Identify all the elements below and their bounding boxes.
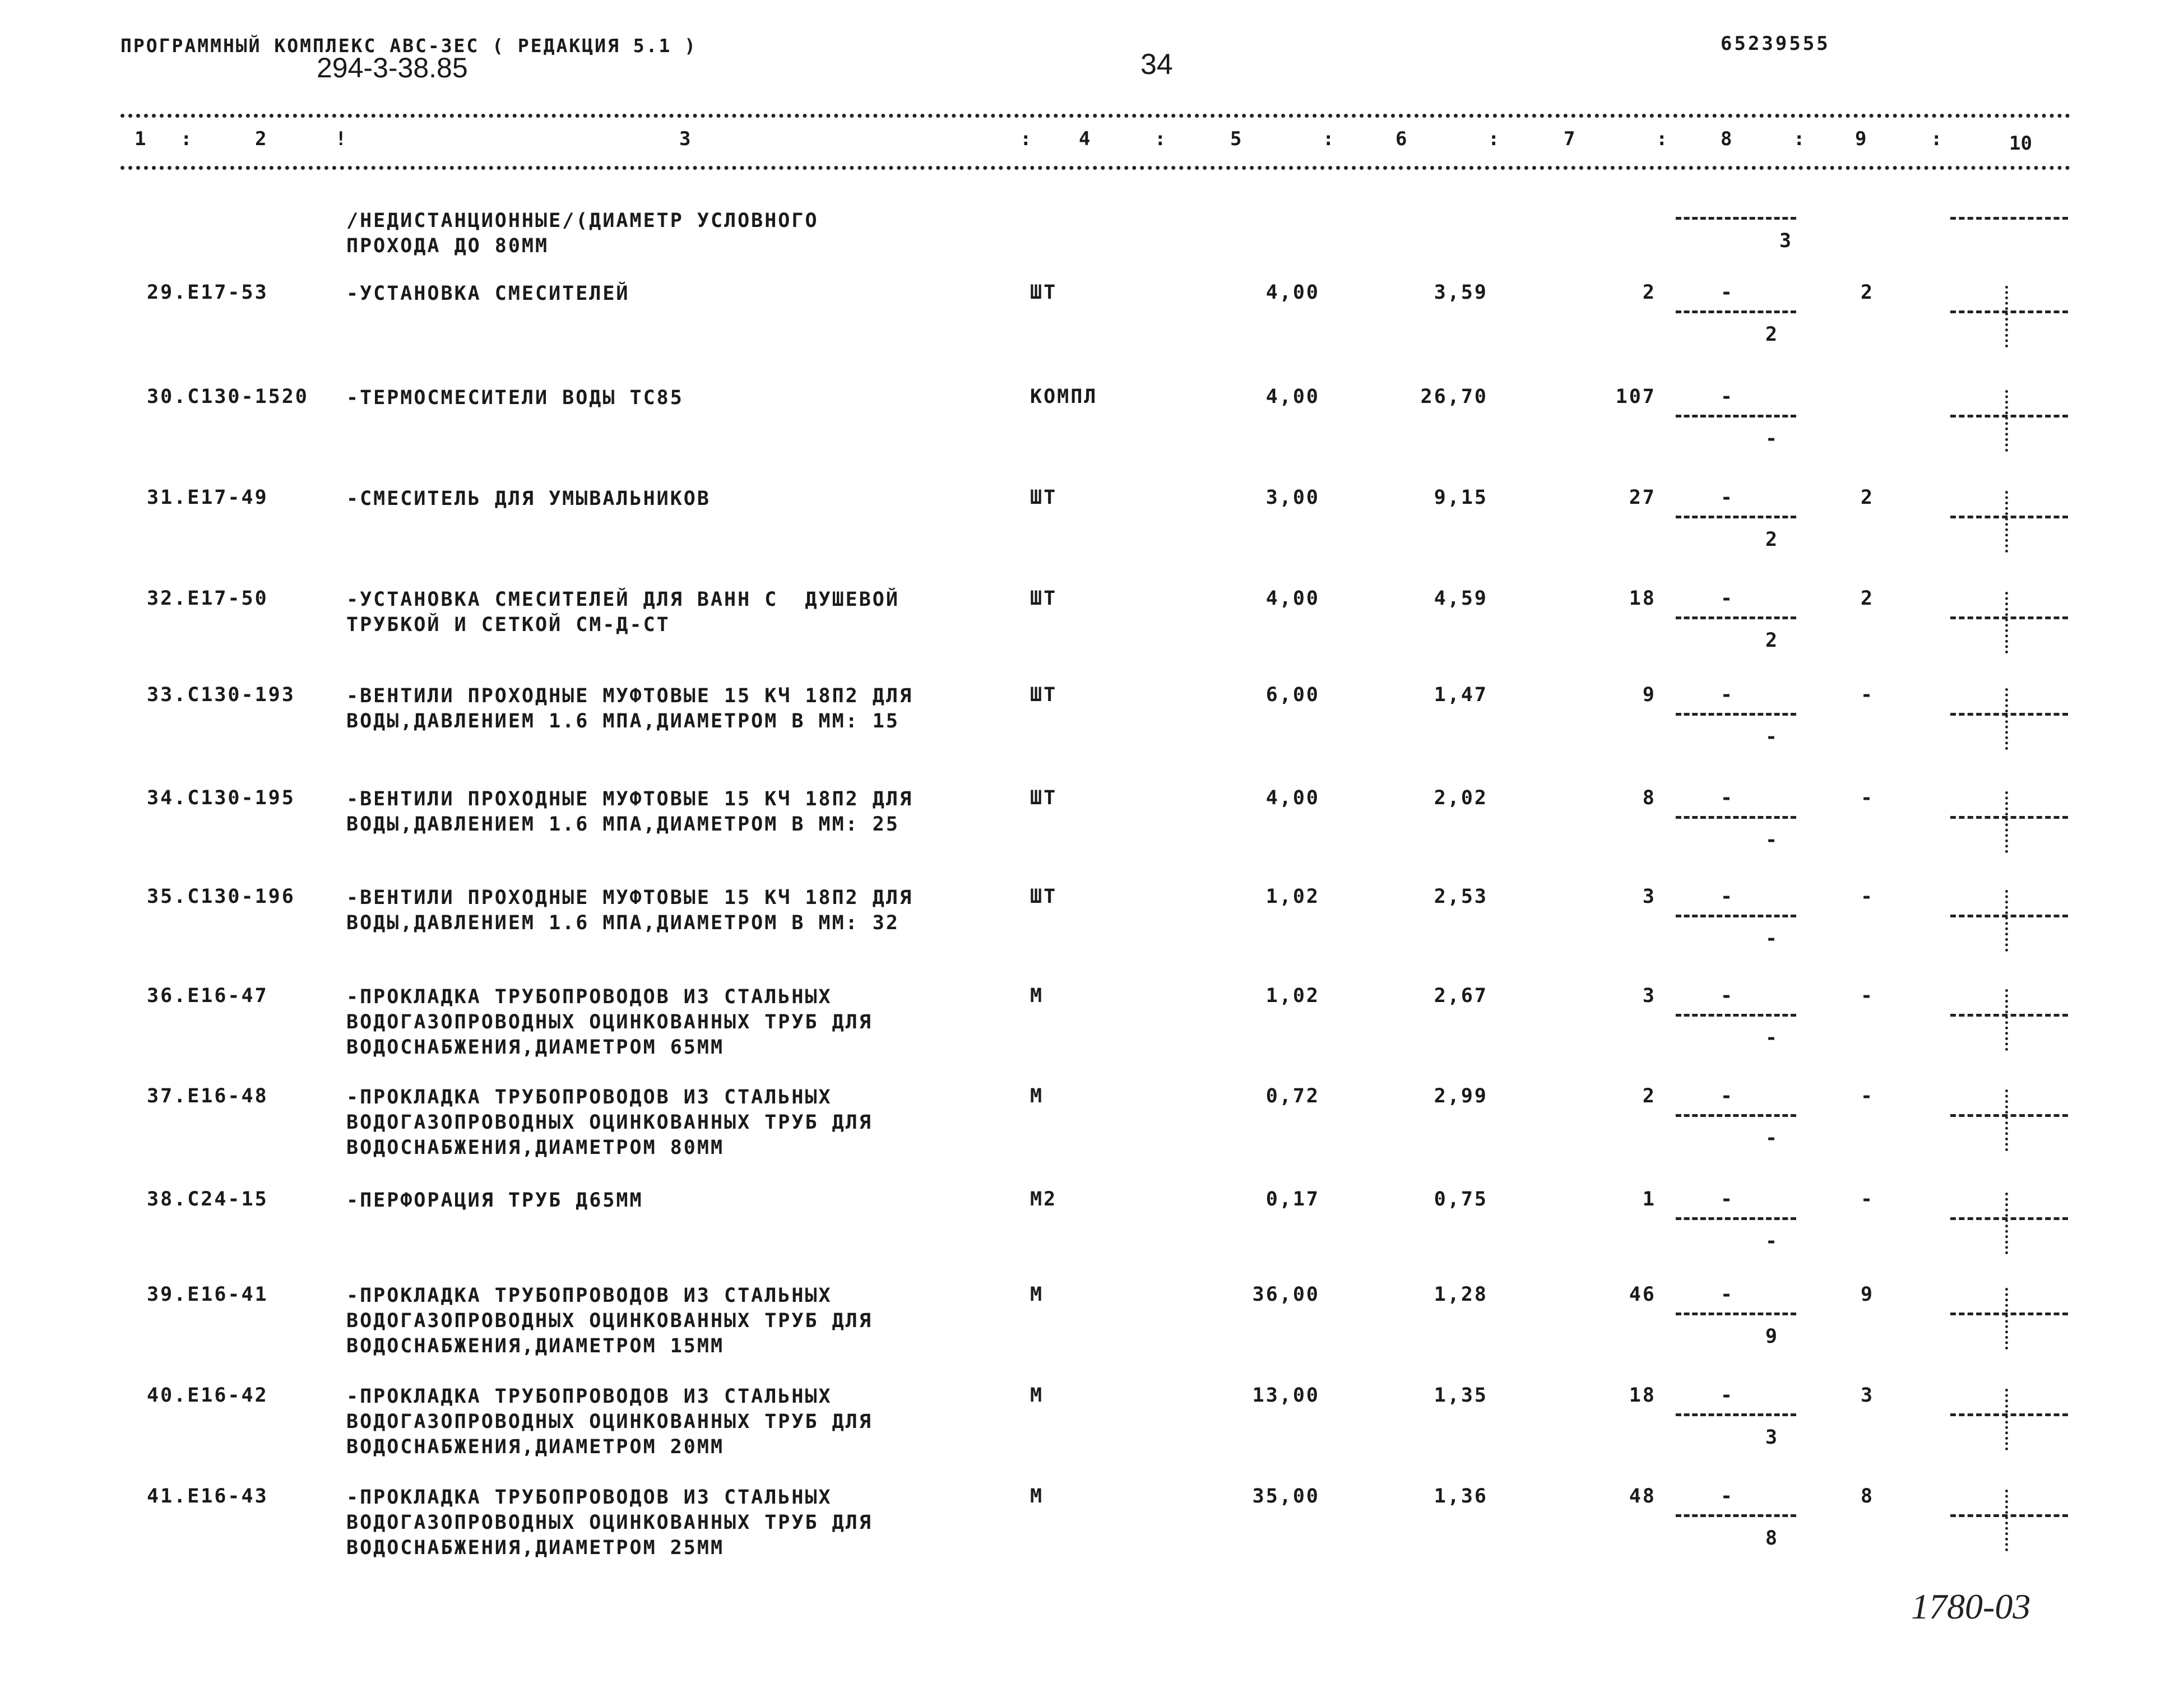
fraction-denominator: 2 [1765,528,1779,551]
item-unit: ШТ [1030,486,1058,509]
header-rule-bottom [120,166,2071,170]
item-total: 48 [1629,1485,1656,1508]
item-description: -ПРОКЛАДКА ТРУБОПРОВОДОВ ИЗ СТАЛЬНЫХ ВОДОГАЗОПРОВОДНЫХ ОЦИНКОВАННЫХ ТРУБ ДЛЯ ВОДОСНАБЖЕНИЯ,ДИАМЕТРОМ 20ММ [346,1385,873,1458]
column-10-fraction [1950,486,2071,559]
dotted-divider [2005,491,2008,553]
dotted-divider [2005,1193,2008,1254]
fraction-bar [1950,310,2068,313]
fraction-bar [1676,1514,1796,1517]
wage-fraction [1676,386,1799,458]
fraction-numerator: - [1721,1188,1735,1211]
item-total: 1 [1642,1188,1656,1211]
column-number: 5 [1230,128,1242,150]
item-column-9: 9 [1861,1283,1875,1306]
fraction-bar [1676,1114,1796,1117]
dotted-divider [2005,688,2008,750]
fraction-bar [1950,516,2068,518]
item-code: 31.E17-49 [147,486,268,509]
wage-fraction [1676,1283,1799,1356]
fraction-denominator: 2 [1765,629,1779,652]
wage-fraction [1676,486,1799,559]
item-unit-price: 2,53 [1434,885,1488,908]
fraction-bar [1950,217,2068,220]
fraction-numerator: - [1721,386,1735,408]
item-column-9: - [1861,787,1875,809]
fraction-denominator: - [1765,1027,1779,1049]
dotted-divider [2005,286,2008,347]
item-column-9: - [1861,684,1875,706]
column-10-fraction [1950,985,2071,1058]
column-separator: : [1931,128,1942,150]
item-column-9: - [1861,1188,1875,1211]
column-number: 3 [679,128,691,150]
item-unit-price: 1,47 [1434,684,1488,706]
item-quantity: 4,00 [1265,386,1320,408]
item-quantity: 13,00 [1252,1384,1320,1407]
fraction-numerator: - [1721,1485,1735,1508]
item-column-9: 2 [1861,587,1875,610]
item-unit: М [1030,1283,1044,1306]
column-number: 10 [2009,132,2032,155]
wage-fraction [1676,1485,1799,1558]
item-description: -УСТАНОВКА СМЕСИТЕЛЕЙ ДЛЯ ВАНН С ДУШЕВОЙ ТРУБКОЙ И СЕТКОЙ СМ-Д-СТ [346,588,899,636]
fraction-bar [1950,1514,2068,1517]
item-code: 41.E16-43 [147,1485,268,1508]
fraction-bar [1676,415,1796,418]
column-10-fraction [1950,1283,2071,1356]
fraction-bar [1950,1114,2068,1117]
wage-fraction [1676,684,1799,757]
item-column-9: 2 [1861,281,1875,304]
item-total: 3 [1642,885,1656,908]
item-description: -ПРОКЛАДКА ТРУБОПРОВОДОВ ИЗ СТАЛЬНЫХ ВОДОГАЗОПРОВОДНЫХ ОЦИНКОВАННЫХ ТРУБ ДЛЯ ВОДОСНАБЖЕНИЯ,ДИАМЕТРОМ 65ММ [346,986,873,1059]
fraction-bar [1950,616,2068,619]
item-code: 32.E17-50 [147,587,268,610]
fraction-denominator: - [1765,428,1779,450]
dotted-divider [2005,890,2008,952]
column-number: 8 [1721,128,1732,150]
column-number: 1 [135,128,146,150]
fraction-bar [1950,915,2068,917]
document-number: 65239555 [1721,33,1830,55]
fraction-bar [1676,1413,1796,1416]
item-code: 40.E16-42 [147,1384,268,1407]
fraction-numerator: - [1721,1085,1735,1107]
fraction-denominator: - [1765,829,1779,851]
column-separator: : [1323,128,1334,150]
item-description: -ВЕНТИЛИ ПРОХОДНЫЕ МУФТОВЫЕ 15 КЧ 18П2 ДЛЯ ВОДЫ,ДАВЛЕНИЕМ 1.6 МПА,ДИАМЕТРОМ В ММ: 15 [346,685,914,732]
fraction-denominator: - [1765,928,1779,950]
item-unit: М [1030,985,1044,1007]
fraction-numerator: - [1721,787,1735,809]
item-unit-price: 0,75 [1434,1188,1488,1211]
item-description: -ПРОКЛАДКА ТРУБОПРОВОДОВ ИЗ СТАЛЬНЫХ ВОДОГАЗОПРОВОДНЫХ ОЦИНКОВАННЫХ ТРУБ ДЛЯ ВОДОСНАБЖЕНИЯ,ДИАМЕТРОМ 25ММ [346,1486,873,1559]
item-description: -УСТАНОВКА СМЕСИТЕЛЕЙ [346,282,630,305]
fraction-numerator: - [1721,1283,1735,1306]
item-unit-price: 3,59 [1434,281,1488,304]
item-description: -ВЕНТИЛИ ПРОХОДНЫЕ МУФТОВЫЕ 15 КЧ 18П2 ДЛЯ ВОДЫ,ДАВЛЕНИЕМ 1.6 МПА,ДИАМЕТРОМ В ММ: 25 [346,788,914,836]
fraction-numerator: - [1721,486,1735,509]
item-description: -ТЕРМОСМЕСИТЕЛИ ВОДЫ ТС85 [346,387,684,409]
fraction-bar [1950,1413,2068,1416]
fraction-bar [1950,1217,2068,1220]
item-total: 2 [1642,1085,1656,1107]
column-10-fraction [1950,787,2071,860]
item-quantity: 35,00 [1252,1485,1320,1508]
dotted-divider [2005,592,2008,653]
item-unit: М2 [1030,1188,1058,1211]
item-column-9: - [1861,885,1875,908]
item-unit-price: 1,35 [1434,1384,1488,1407]
dotted-divider [2005,1089,2008,1151]
item-column-9: 8 [1861,1485,1875,1508]
column-number: 2 [255,128,267,150]
fraction-numerator: - [1721,684,1735,706]
fraction-bar [1676,616,1796,619]
item-unit-price: 2,99 [1434,1085,1488,1107]
item-quantity: 0,72 [1265,1085,1320,1107]
item-total: 18 [1629,587,1656,610]
fraction-numerator: - [1721,885,1735,908]
column-number: 9 [1855,128,1867,150]
item-code: 34.C130-195 [147,787,295,809]
column-separator: : [1154,128,1166,150]
column-number: 7 [1564,128,1575,150]
signature-mark: 1780-03 [1911,1587,2031,1626]
column-separator: : [1793,128,1805,150]
item-unit: М [1030,1485,1044,1508]
item-quantity: 4,00 [1265,587,1320,610]
item-unit: ШТ [1030,885,1058,908]
continuation-value: 3 [1779,230,1793,252]
fraction-numerator: - [1721,587,1735,610]
wage-fraction [1676,985,1799,1058]
column-10-fraction [1950,1384,2071,1457]
item-unit-price: 9,15 [1434,486,1488,509]
wage-fraction [1676,1085,1799,1158]
header-rule-top [120,114,2071,118]
item-unit: ШТ [1030,684,1058,706]
fraction-bar [1676,816,1796,819]
fraction-denominator: 3 [1765,1426,1779,1449]
fraction-denominator: 2 [1765,323,1779,346]
column-number: 6 [1395,128,1407,150]
fraction-bar [1950,816,2068,819]
item-unit: КОМПЛ [1030,386,1098,408]
item-column-9: 2 [1861,486,1875,509]
fraction-bar [1950,1313,2068,1315]
item-quantity: 1,02 [1265,885,1320,908]
item-unit-price: 4,59 [1434,587,1488,610]
item-column-9: - [1861,985,1875,1007]
item-unit: М [1030,1384,1044,1407]
column-10-fraction [1950,885,2071,958]
page-number: 34 [1140,48,1173,81]
item-total: 18 [1629,1384,1656,1407]
column-separator: : [1020,128,1032,150]
item-unit: М [1030,1085,1044,1107]
item-code: 30.C130-1520 [147,386,309,408]
wage-fraction [1676,1384,1799,1457]
column-separator: ! [335,128,347,150]
continuation-description: /НЕДИСТАНЦИОННЫЕ/(ДИАМЕТР УСЛОВНОГО ПРОХОДА ДО 80ММ [346,210,819,257]
item-code: 39.E16-41 [147,1283,268,1306]
item-column-9: - [1861,1085,1875,1107]
item-column-9: 3 [1861,1384,1875,1407]
fraction-bar [1676,713,1796,716]
fraction-bar [1676,1014,1796,1017]
item-total: 107 [1615,386,1656,408]
fraction-denominator: 8 [1765,1527,1779,1550]
item-total: 9 [1642,684,1656,706]
dotted-divider [2005,1490,2008,1551]
column-10-fraction [1950,281,2071,354]
item-unit: ШТ [1030,787,1058,809]
item-code: 33.C130-193 [147,684,295,706]
column-10-fraction [1950,1085,2071,1158]
item-total: 8 [1642,787,1656,809]
item-unit-price: 26,70 [1420,386,1488,408]
item-unit-price: 2,02 [1434,787,1488,809]
item-code: 37.E16-48 [147,1085,268,1107]
item-quantity: 4,00 [1265,787,1320,809]
column-10-fraction [1950,587,2071,660]
fraction-bar [1676,310,1796,313]
fraction-numerator: - [1721,281,1735,304]
dotted-divider [2005,791,2008,853]
fraction-numerator: - [1721,985,1735,1007]
dotted-divider [2005,1389,2008,1450]
fraction-bar [1676,217,1796,220]
fraction-bar [1950,1014,2068,1017]
item-unit: ШТ [1030,587,1058,610]
fraction-denominator: - [1765,1127,1779,1149]
wage-fraction [1676,1188,1799,1261]
item-code: 35.C130-196 [147,885,295,908]
item-total: 27 [1629,486,1656,509]
wage-fraction [1676,281,1799,354]
item-unit-price: 1,28 [1434,1283,1488,1306]
item-description: -ПЕРФОРАЦИЯ ТРУБ Д65ММ [346,1189,643,1212]
item-quantity: 36,00 [1252,1283,1320,1306]
program-title: ПРОГРАММНЫЙ КОМПЛЕКС АВС-3ЕС ( РЕДАКЦИЯ 5.1 ) [120,35,698,57]
fraction-bar [1950,713,2068,716]
column-10-fraction [1950,386,2071,458]
column-separator: : [180,128,192,150]
item-code: 38.C24-15 [147,1188,268,1211]
fraction-bar [1950,415,2068,418]
column-10-fraction [1950,1485,2071,1558]
fraction-bar [1676,915,1796,917]
item-code: 36.E16-47 [147,985,268,1007]
dotted-divider [2005,989,2008,1051]
item-description: -ПРОКЛАДКА ТРУБОПРОВОДОВ ИЗ СТАЛЬНЫХ ВОДОГАЗОПРОВОДНЫХ ОЦИНКОВАННЫХ ТРУБ ДЛЯ ВОДОСНАБЖЕНИЯ,ДИАМЕТРОМ 15ММ [346,1284,873,1357]
item-total: 3 [1642,985,1656,1007]
item-total: 2 [1642,281,1656,304]
item-total: 46 [1629,1283,1656,1306]
fraction-bar [1676,516,1796,518]
fraction-bar [1676,1313,1796,1315]
project-code: 294-3-38.85 [317,52,468,84]
wage-fraction [1676,787,1799,860]
item-quantity: 0,17 [1265,1188,1320,1211]
item-unit-price: 1,36 [1434,1485,1488,1508]
column-10-fraction [1950,1188,2071,1261]
wage-fraction [1676,885,1799,958]
fraction-bar [1676,1217,1796,1220]
dotted-divider [2005,1288,2008,1350]
item-quantity: 6,00 [1265,684,1320,706]
column-10-fraction [1950,684,2071,757]
dotted-divider [2005,390,2008,452]
item-quantity: 4,00 [1265,281,1320,304]
wage-fraction [1676,587,1799,660]
item-quantity: 3,00 [1265,486,1320,509]
item-description: -ВЕНТИЛИ ПРОХОДНЫЕ МУФТОВЫЕ 15 КЧ 18П2 ДЛЯ ВОДЫ,ДАВЛЕНИЕМ 1.6 МПА,ДИАМЕТРОМ В ММ: 32 [346,887,914,934]
item-code: 29.E17-53 [147,281,268,304]
item-quantity: 1,02 [1265,985,1320,1007]
fraction-denominator: - [1765,726,1779,748]
item-description: -СМЕСИТЕЛЬ ДЛЯ УМЫВАЛЬНИКОВ [346,488,711,510]
column-separator: : [1656,128,1668,150]
item-unit-price: 2,67 [1434,985,1488,1007]
column-number: 4 [1079,128,1091,150]
item-unit: ШТ [1030,281,1058,304]
item-description: -ПРОКЛАДКА ТРУБОПРОВОДОВ ИЗ СТАЛЬНЫХ ВОДОГАЗОПРОВОДНЫХ ОЦИНКОВАННЫХ ТРУБ ДЛЯ ВОДОСНАБЖЕНИЯ,ДИАМЕТРОМ 80ММ [346,1086,873,1159]
fraction-denominator: - [1765,1230,1779,1253]
column-separator: : [1488,128,1500,150]
fraction-denominator: 9 [1765,1325,1779,1348]
fraction-numerator: - [1721,1384,1735,1407]
